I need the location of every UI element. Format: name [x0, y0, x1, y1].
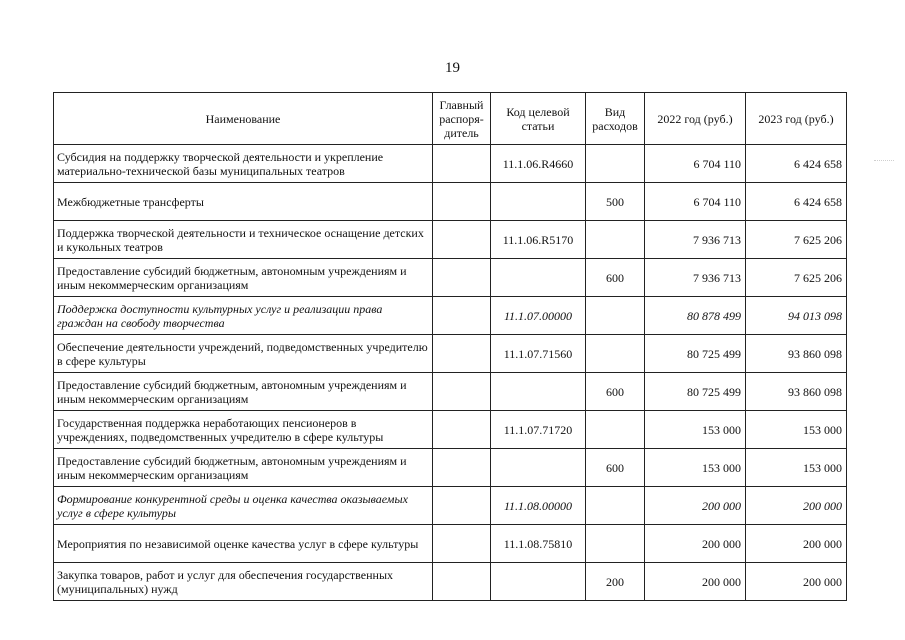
- cell-vid: [586, 487, 645, 525]
- cell-code: 11.1.06.R4660: [491, 145, 586, 183]
- page-number: 19: [445, 60, 460, 76]
- cell-2022: 200 000: [645, 525, 746, 563]
- cell-vid: 500: [586, 183, 645, 221]
- cell-vid: [586, 145, 645, 183]
- cell-admin: [433, 373, 491, 411]
- table-row: [54, 183, 847, 221]
- cell-name: Поддержка творческой деятельности и техническое оснащение детских и кукольных театров: [54, 221, 433, 259]
- cell-2022: 200 000: [645, 563, 746, 601]
- cell-vid: 600: [586, 373, 645, 411]
- table-body: [54, 145, 847, 601]
- cell-2022: 7 936 713: [645, 259, 746, 297]
- cell-admin: [433, 449, 491, 487]
- table-row: [54, 373, 847, 411]
- table-row: [54, 563, 847, 601]
- cell-name: Предоставление субсидий бюджетным, автономным учреждениям и иным некоммерческим организациям: [54, 259, 433, 297]
- cell-vid: [586, 297, 645, 335]
- cell-name: Предоставление субсидий бюджетным, автономным учреждениям и иным некоммерческим организациям: [54, 449, 433, 487]
- cell-code: [491, 449, 586, 487]
- cell-2022: 7 936 713: [645, 221, 746, 259]
- cell-code: [491, 373, 586, 411]
- table-row: [54, 449, 847, 487]
- cell-name: Мероприятия по независимой оценке качества услуг в сфере культуры: [54, 525, 433, 563]
- cell-2023: 93 860 098: [746, 335, 847, 373]
- cell-name: Субсидия на поддержку творческой деятельности и укрепление материально-технической базы муниципальных театров: [54, 145, 433, 183]
- cell-code: 11.1.07.71560: [491, 335, 586, 373]
- cell-code: 11.1.07.00000: [491, 297, 586, 335]
- table-row: [54, 259, 847, 297]
- cell-name: Предоставление субсидий бюджетным, автономным учреждениям и иным некоммерческим организациям: [54, 373, 433, 411]
- cell-admin: [433, 525, 491, 563]
- cell-2023: 153 000: [746, 411, 847, 449]
- cell-admin: [433, 563, 491, 601]
- header-2023: 2023 год (руб.): [746, 93, 847, 145]
- cell-vid: [586, 525, 645, 563]
- cell-admin: [433, 411, 491, 449]
- table-row: [54, 335, 847, 373]
- cell-2022: 80 878 499: [645, 297, 746, 335]
- cell-2022: 153 000: [645, 411, 746, 449]
- cell-admin: [433, 183, 491, 221]
- cell-2023: 6 424 658: [746, 183, 847, 221]
- cell-admin: [433, 259, 491, 297]
- table-row: [54, 487, 847, 525]
- table-row: [54, 525, 847, 563]
- cell-vid: 600: [586, 449, 645, 487]
- table-header-row: [54, 93, 847, 145]
- cell-2022: 80 725 499: [645, 335, 746, 373]
- cell-2023: 200 000: [746, 525, 847, 563]
- cell-2023: 94 013 098: [746, 297, 847, 335]
- cell-2023: 200 000: [746, 563, 847, 601]
- cell-2022: 153 000: [645, 449, 746, 487]
- header-vid: Вид расходов: [586, 93, 645, 145]
- table-row: [54, 221, 847, 259]
- header-name: Наименование: [54, 93, 433, 145]
- cell-admin: [433, 145, 491, 183]
- cell-2022: 6 704 110: [645, 145, 746, 183]
- cell-admin: [433, 297, 491, 335]
- header-admin: Главный распоря-дитель: [433, 93, 491, 145]
- cell-vid: [586, 335, 645, 373]
- cell-admin: [433, 335, 491, 373]
- cell-admin: [433, 487, 491, 525]
- header-2022: 2022 год (руб.): [645, 93, 746, 145]
- cell-vid: [586, 221, 645, 259]
- cell-2023: 6 424 658: [746, 145, 847, 183]
- cell-2023: 7 625 206: [746, 259, 847, 297]
- cell-2022: 200 000: [645, 487, 746, 525]
- cell-code: 11.1.08.00000: [491, 487, 586, 525]
- cell-2023: 93 860 098: [746, 373, 847, 411]
- cell-2022: 6 704 110: [645, 183, 746, 221]
- table-row: [54, 145, 847, 183]
- cell-code: [491, 183, 586, 221]
- cell-code: 11.1.06.R5170: [491, 221, 586, 259]
- cell-name: Обеспечение деятельности учреждений, подведомственных учредителю в сфере культуры: [54, 335, 433, 373]
- cell-vid: [586, 411, 645, 449]
- budget-table: [53, 92, 847, 601]
- table-row: [54, 411, 847, 449]
- header-code: Код целевой статьи: [491, 93, 586, 145]
- cell-vid: 200: [586, 563, 645, 601]
- cell-admin: [433, 221, 491, 259]
- cell-name: Закупка товаров, работ и услуг для обеспечения государственных (муниципальных) нужд: [54, 563, 433, 601]
- cell-code: 11.1.07.71720: [491, 411, 586, 449]
- cell-code: [491, 563, 586, 601]
- cell-2023: 7 625 206: [746, 221, 847, 259]
- cell-2023: 153 000: [746, 449, 847, 487]
- scan-margin-mark: [874, 160, 894, 162]
- cell-vid: 600: [586, 259, 645, 297]
- cell-2022: 80 725 499: [645, 373, 746, 411]
- cell-name: Формирование конкурентной среды и оценка качества оказываемых услуг в сфере культуры: [54, 487, 433, 525]
- cell-2023: 200 000: [746, 487, 847, 525]
- cell-code: 11.1.08.75810: [491, 525, 586, 563]
- cell-name: Межбюджетные трансферты: [54, 183, 433, 221]
- cell-name: Государственная поддержка неработающих пенсионеров в учреждениях, подведомственных учредителю в сфере культуры: [54, 411, 433, 449]
- cell-name: Поддержка доступности культурных услуг и реализации права граждан на свободу творчества: [54, 297, 433, 335]
- cell-code: [491, 259, 586, 297]
- table-row: [54, 297, 847, 335]
